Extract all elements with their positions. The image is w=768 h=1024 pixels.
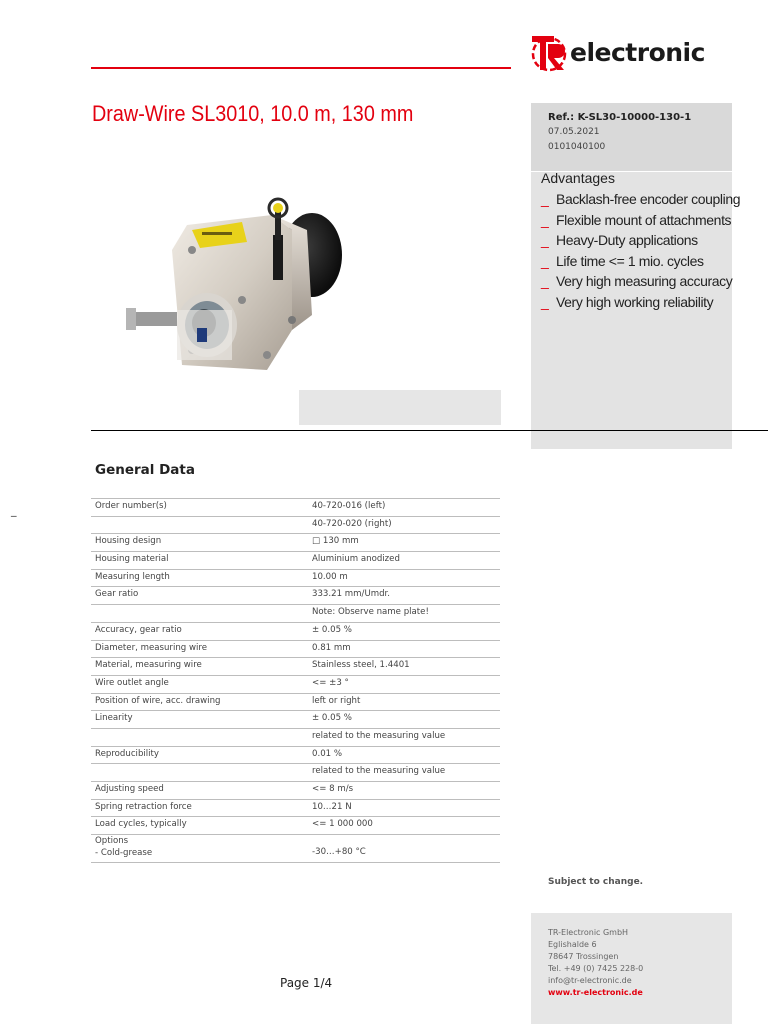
row-label: Housing material [95,554,169,565]
logo-wordmark: electronic [570,38,705,67]
page-number: Page 1/4 [280,976,333,990]
row-value: □ 130 mm [312,536,359,547]
website-link[interactable]: www.tr-electronic.de [548,988,643,997]
tr-logo-icon [530,30,572,74]
advantage-item [541,232,698,248]
company-name: TR-Electronic GmbH [548,928,629,937]
header-red-rule [91,67,511,69]
table-row [91,800,500,818]
row-label: Accuracy, gear ratio [95,624,182,635]
svg-text:TR: TR [530,30,532,31]
advantages-title: Advantages [541,170,615,186]
table-row [91,676,500,694]
row-value: left or right [312,695,361,706]
row-value: 40-720-016 (left) [312,501,386,511]
general-data-title: General Data [95,462,195,478]
section-divider [91,430,768,431]
advantage-text: Flexible mount of attachments [556,211,732,228]
sidebar-panel [531,103,741,449]
advantage-item [541,253,704,269]
row-label: Gear ratio [95,589,139,600]
table-row [91,517,500,535]
row-label: Diameter, measuring wire [95,642,208,653]
row-label: Wire outlet angle [95,677,169,688]
advantage-item [541,294,713,310]
street-address: Eglishalde 6 [548,940,597,949]
advantage-text: Very high working reliability [556,294,714,310]
row-value: 333.21 mm/Umdr. [312,589,391,600]
row-value: <= 8 m/s [312,784,354,794]
row-value: <= ±3 ° [312,677,349,688]
reference-date: 07.05.2021 [548,127,600,137]
table-row [91,534,500,552]
row-label: Order number(s) [95,501,167,511]
row-value: 40-720-020 (right) [312,518,392,529]
table-row [91,587,500,605]
table-row [91,817,500,835]
advantage-text: Backlash-free encoder coupling [556,191,741,207]
advantage-text: Life time <= 1 mio. cycles [556,252,704,269]
row-value: 10.00 m [312,571,348,582]
row-value: ± 0.05 % [312,624,352,635]
row-value: 0.01 % [312,748,343,759]
row-value: <= 1 000 000 [312,819,373,830]
cold-grease-label: - Cold-grease [95,847,153,858]
general-data-table [91,498,500,863]
bullet-dash: _ [541,252,549,269]
reference-number: 0101040100 [548,142,606,152]
table-row [91,694,500,712]
address-box [531,913,732,1024]
row-label: Position of wire, acc. drawing [95,695,221,706]
bullet-dash: _ [541,294,549,310]
table-row [91,605,500,623]
row-value: Note: Observe name plate! [312,607,429,618]
table-row [91,499,500,517]
table-row [91,641,500,659]
table-row [91,570,500,588]
bullet-dash: _ [541,211,549,228]
table-row [91,729,500,747]
row-label: Material, measuring wire [95,660,202,671]
row-label: Spring retraction force [95,801,192,812]
row-value: related to the measuring value [312,766,446,777]
advantage-text: Very high measuring accuracy [556,273,733,290]
advantage-item [541,212,731,228]
row-value: ± 0.05 % [312,713,352,724]
phone-number: Tel. +49 (0) 7425 228-0 [548,964,644,973]
cold-grease-value: -30…+80 °C [312,847,366,858]
row-label: Measuring length [95,571,170,582]
table-row [91,747,500,765]
advantage-text: Heavy-Duty applications [556,232,698,249]
row-value: Stainless steel, 1.4401 [312,660,410,671]
bullet-dash: _ [541,232,549,249]
advantage-item [541,273,732,289]
table-row [91,658,500,676]
company-logo[interactable] [530,30,720,74]
margin-mark: _ [11,504,17,517]
table-row-options [91,835,500,863]
options-label: Options [95,836,129,847]
bullet-dash: _ [541,191,549,207]
advantage-item [541,191,740,207]
row-value: 0.81 mm [312,642,351,653]
row-label: Reproducibility [95,748,160,759]
product-image [92,190,382,380]
row-label: Linearity [95,713,133,724]
row-label: Housing design [95,536,162,547]
city-address: 78647 Trossingen [548,952,619,961]
row-value: related to the measuring value [312,730,446,741]
table-row [91,552,500,570]
table-row [91,764,500,782]
reference-code: Ref.: K-SL30-10000-130-1 [548,112,692,123]
bullet-dash: _ [541,273,549,290]
table-row [91,623,500,641]
row-value: 10…21 N [312,801,352,812]
gray-placeholder-box [299,390,501,425]
table-row [91,711,500,729]
email-link[interactable]: info@tr-electronic.de [548,976,632,985]
subject-to-change-note: Subject to change. [548,877,644,887]
table-row [91,782,500,800]
row-label: Adjusting speed [95,784,164,794]
page-title: Draw-Wire SL3010, 10.0 m, 130 mm [92,101,414,126]
row-label: Load cycles, typically [95,819,187,830]
row-value: Aluminium anodized [312,554,400,565]
